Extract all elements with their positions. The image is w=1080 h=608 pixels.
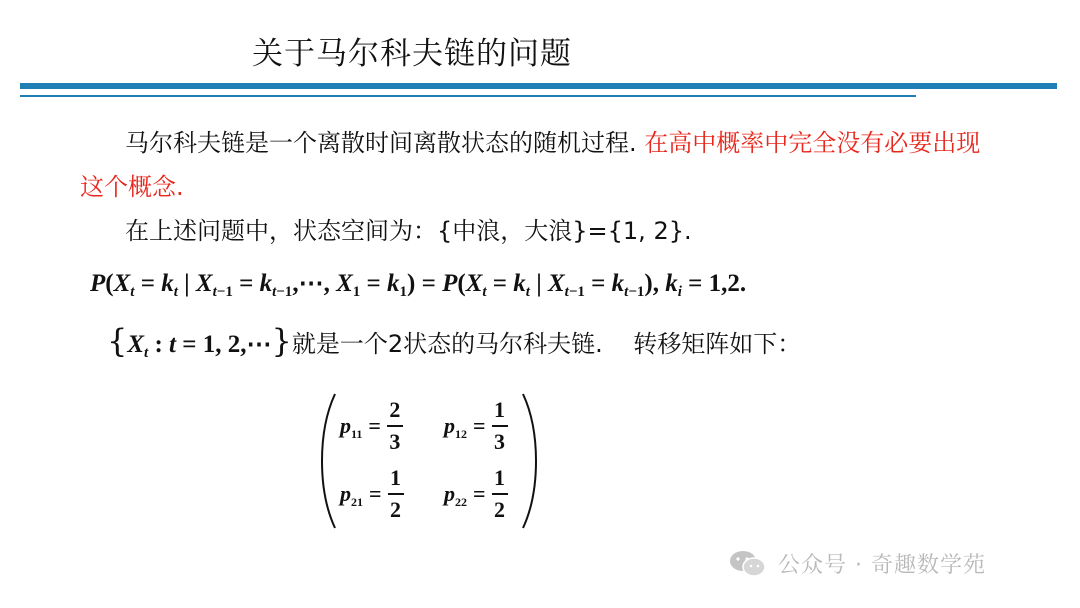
matrix-entry-p12: $p_{12}$ = $\frac{1}{3}$ xyxy=(444,398,508,454)
chain-definition-line xyxy=(107,321,802,361)
wechat-icon xyxy=(728,549,768,579)
left-paren xyxy=(320,392,338,530)
watermark xyxy=(728,548,986,579)
process-set: {$X_t$ : t = 1, 2,⋯} xyxy=(107,321,292,361)
markov-property-formula: $P(X_t = k_t$ | $X_{t-1}$ = $k_{t-1},\cdots$, $X_1 = k_1) = P(X_t = k_t$ | $X_{t-1} = k_{t-1}$), $k_i = 1,2$. xyxy=(90,270,747,300)
chain-definition-text: 就是一个2状态的马尔科夫链. 转移矩阵如下： xyxy=(291,330,802,358)
watermark-text: 公众号 · 奇趣数学苑 xyxy=(778,553,986,578)
definition-paragraph xyxy=(80,121,1000,209)
definition-text: 马尔科夫链是一个离散时间离散状态的随机过程. xyxy=(125,129,637,157)
title-rule-thick xyxy=(20,83,1057,89)
matrix-entry-p22: $p_{22}$ = $\frac{1}{2}$ xyxy=(444,466,508,522)
state-space-line: 在上述问题中，状态空间为：{中浪，大浪}={1, 2}. xyxy=(125,217,692,245)
transition-matrix xyxy=(320,392,538,530)
title-rule-thin xyxy=(20,95,916,97)
matrix-entry-p21: $p_{21}$ = $\frac{1}{2}$ xyxy=(340,466,404,522)
remark-red-text: 在高中概率中完全没有必要出现这个概念. xyxy=(80,129,981,201)
slide-title: 关于马尔科夫链的问题 xyxy=(252,36,572,72)
right-paren xyxy=(520,392,538,530)
matrix-entry-p11: $p_{11}$ = $\frac{2}{3}$ xyxy=(340,398,403,454)
